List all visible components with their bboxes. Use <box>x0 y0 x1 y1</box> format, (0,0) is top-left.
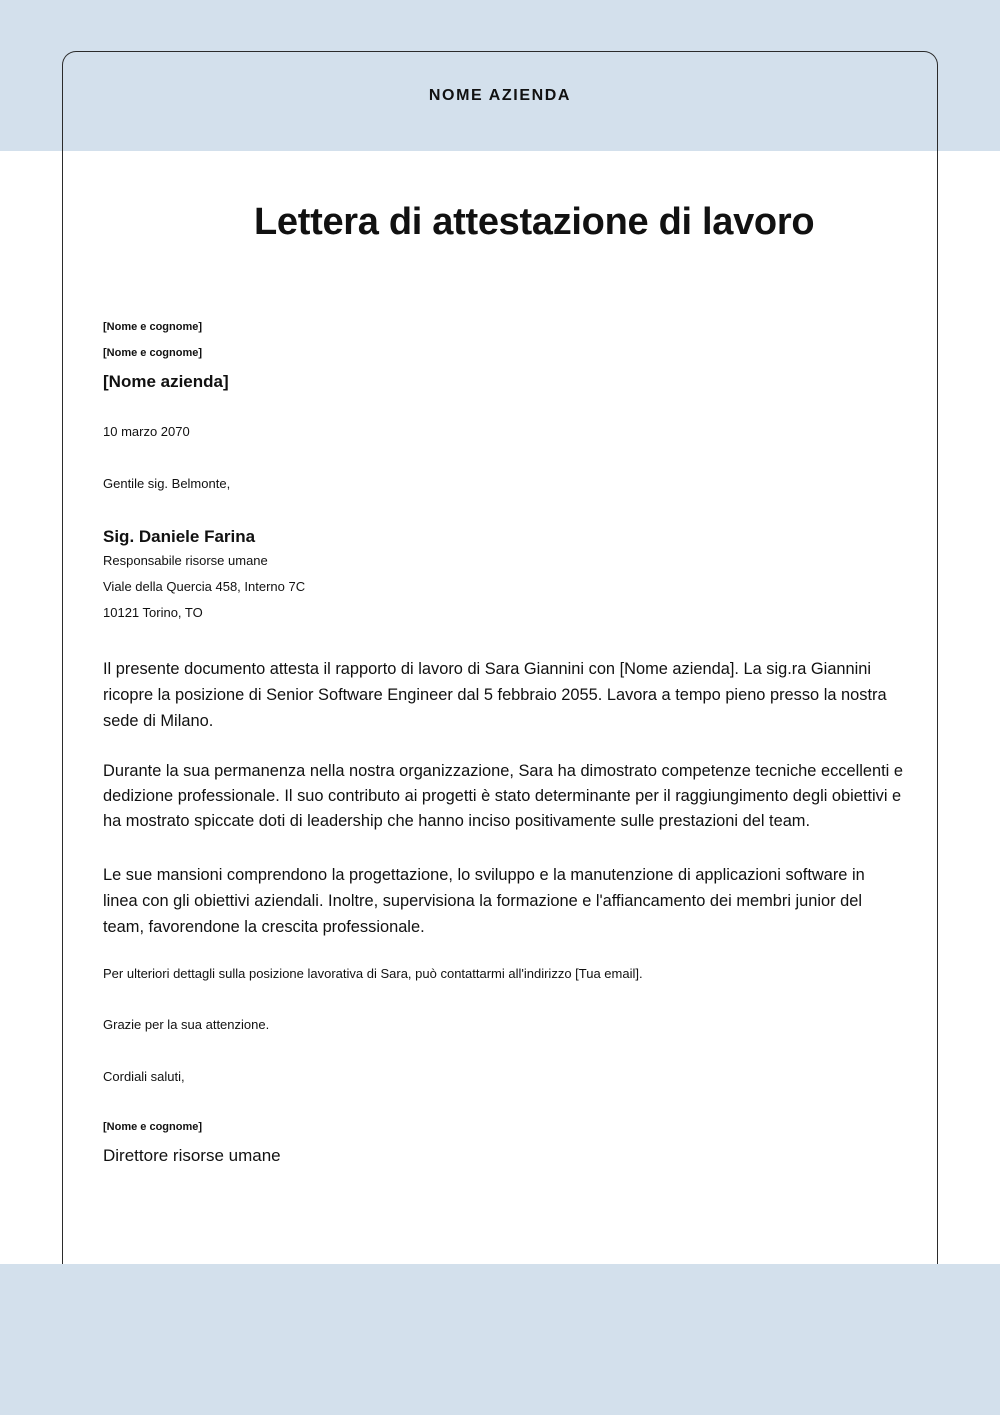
company-name-header: NOME AZIENDA <box>428 87 572 104</box>
body-paragraph-1: Il presente documento attesta il rapporto di lavoro di Sara Giannini con [Nome azienda]. La sig.ra Giannini ricopre la posizione di Senior Software Engineer dal 5 febbraio 2055. Lavora a tempo pieno presso la nostra sede di Milano. <box>103 660 887 730</box>
greeting: Gentile sig. Belmonte, <box>103 476 231 491</box>
contact-note: Per ulteriori dettagli sulla posizione lavorativa di Sara, può contattarmi all'indirizzo [Tua email]. <box>103 966 643 981</box>
sender-name-1: [Nome e cognome] <box>103 321 203 333</box>
body-paragraph-2: Durante la sua permanenza nella nostra organizzazione, Sara ha dimostrato competenze tecniche eccellenti e dedizione professionale. Il suo contributo ai progetti è stato determinante per il raggiungimento degli obiettivi e ha mostrato spiccate doti di leadership che hanno inciso positivamente sulle prestazioni del team. <box>103 762 903 830</box>
signature-role: Direttore risorse umane <box>103 1146 281 1165</box>
recipient-address-line2: 10121 Torino, TO <box>103 605 203 620</box>
thanks-line: Grazie per la sua attenzione. <box>103 1017 270 1032</box>
recipient-role: Responsabile risorse umane <box>103 553 268 568</box>
signature-name: [Nome e cognome] <box>103 1121 203 1133</box>
letter-title: Lettera di attestazione di lavoro <box>254 201 815 243</box>
body-paragraph-3: Le sue mansioni comprendono la progettazione, lo sviluppo e la manutenzione di applicazioni software in linea con gli obiettivi aziendali. Inoltre, supervisiona la formazione e l'affiancamento dei membri junior del team, favorendone la crescita professionale. <box>103 866 865 936</box>
closing-line: Cordiali saluti, <box>103 1069 185 1084</box>
letter-date: 10 marzo 2070 <box>103 424 190 439</box>
sender-company: [Nome azienda] <box>103 372 229 391</box>
recipient-address-line1: Viale della Quercia 458, Interno 7C <box>103 579 306 594</box>
recipient-name: Sig. Daniele Farina <box>103 527 256 546</box>
bottom-color-band <box>0 1264 1000 1415</box>
sender-name-2: [Nome e cognome] <box>103 347 203 359</box>
